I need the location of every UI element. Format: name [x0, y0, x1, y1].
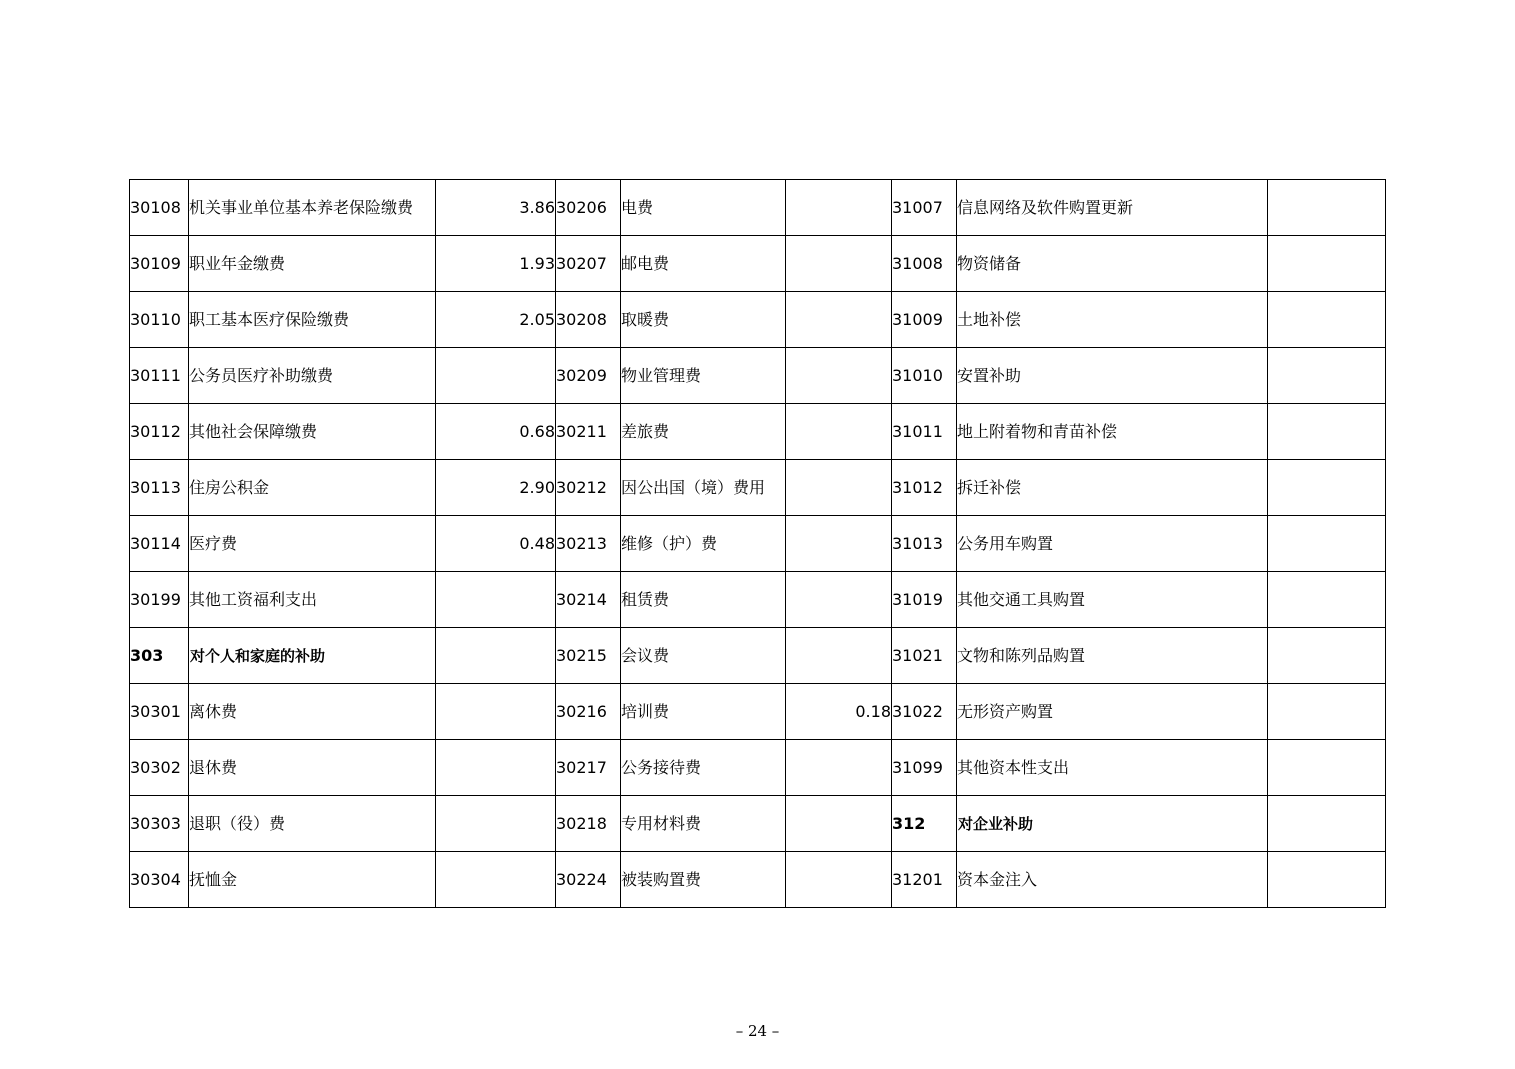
account-code: 30303 — [130, 796, 189, 852]
account-name: 职工基本医疗保险缴费 — [189, 292, 436, 348]
account-code: 31012 — [892, 460, 957, 516]
account-name: 抚恤金 — [189, 852, 436, 908]
account-amount — [1268, 236, 1386, 292]
account-name: 物业管理费 — [621, 348, 786, 404]
account-name: 退职（役）费 — [189, 796, 436, 852]
table-body — [130, 180, 1386, 908]
table-row — [130, 628, 1386, 684]
table-row — [130, 180, 1386, 236]
account-amount — [436, 348, 556, 404]
account-name: 退休费 — [189, 740, 436, 796]
account-amount — [1268, 460, 1386, 516]
account-amount: 1.93 — [436, 236, 556, 292]
account-name: 培训费 — [621, 684, 786, 740]
account-name: 其他工资福利支出 — [189, 572, 436, 628]
account-code: 30216 — [556, 684, 621, 740]
table-row — [130, 740, 1386, 796]
account-code: 30209 — [556, 348, 621, 404]
account-name: 因公出国（境）费用 — [621, 460, 786, 516]
account-amount — [1268, 572, 1386, 628]
account-code: 30214 — [556, 572, 621, 628]
table-row — [130, 516, 1386, 572]
account-amount: 0.18 — [786, 684, 892, 740]
account-amount — [786, 180, 892, 236]
account-amount — [786, 740, 892, 796]
account-amount — [786, 572, 892, 628]
account-name: 对个人和家庭的补助 — [189, 628, 436, 684]
account-code: 312 — [892, 796, 957, 852]
account-amount — [1268, 404, 1386, 460]
account-name: 无形资产购置 — [957, 684, 1268, 740]
account-amount — [786, 628, 892, 684]
account-amount: 3.86 — [436, 180, 556, 236]
account-code: 31019 — [892, 572, 957, 628]
account-code: 31007 — [892, 180, 957, 236]
account-code: 30211 — [556, 404, 621, 460]
account-code: 30108 — [130, 180, 189, 236]
account-amount — [1268, 684, 1386, 740]
account-name: 信息网络及软件购置更新 — [957, 180, 1268, 236]
account-code: 30301 — [130, 684, 189, 740]
account-amount — [786, 796, 892, 852]
account-name: 其他社会保障缴费 — [189, 404, 436, 460]
account-amount — [786, 516, 892, 572]
account-amount — [1268, 516, 1386, 572]
table-row — [130, 348, 1386, 404]
account-amount: 0.68 — [436, 404, 556, 460]
table-row — [130, 684, 1386, 740]
account-name: 其他资本性支出 — [957, 740, 1268, 796]
account-name: 对企业补助 — [957, 796, 1268, 852]
account-code: 31009 — [892, 292, 957, 348]
account-name: 资本金注入 — [957, 852, 1268, 908]
account-code: 30111 — [130, 348, 189, 404]
account-code: 30113 — [130, 460, 189, 516]
account-amount — [436, 572, 556, 628]
account-name: 物资储备 — [957, 236, 1268, 292]
table-row — [130, 852, 1386, 908]
account-amount — [1268, 292, 1386, 348]
account-code: 30206 — [556, 180, 621, 236]
account-code: 30217 — [556, 740, 621, 796]
account-amount — [786, 292, 892, 348]
account-amount — [1268, 180, 1386, 236]
account-code: 30110 — [130, 292, 189, 348]
account-name: 离休费 — [189, 684, 436, 740]
account-code: 31011 — [892, 404, 957, 460]
account-name: 安置补助 — [957, 348, 1268, 404]
account-code: 31013 — [892, 516, 957, 572]
account-amount: 2.90 — [436, 460, 556, 516]
account-code: 30213 — [556, 516, 621, 572]
table-row — [130, 404, 1386, 460]
account-amount — [1268, 740, 1386, 796]
account-code: 30207 — [556, 236, 621, 292]
account-code: 30212 — [556, 460, 621, 516]
table-row — [130, 796, 1386, 852]
account-amount — [1268, 348, 1386, 404]
account-amount — [436, 684, 556, 740]
account-name: 其他交通工具购置 — [957, 572, 1268, 628]
account-amount: 0.48 — [436, 516, 556, 572]
account-name: 公务接待费 — [621, 740, 786, 796]
account-code: 30224 — [556, 852, 621, 908]
account-amount — [786, 852, 892, 908]
account-code: 303 — [130, 628, 189, 684]
account-code: 31099 — [892, 740, 957, 796]
table-row — [130, 236, 1386, 292]
table-row — [130, 572, 1386, 628]
account-code: 31201 — [892, 852, 957, 908]
account-code: 31021 — [892, 628, 957, 684]
account-amount — [786, 404, 892, 460]
account-code: 30199 — [130, 572, 189, 628]
budget-table — [129, 179, 1386, 908]
account-code: 30112 — [130, 404, 189, 460]
account-name: 土地补偿 — [957, 292, 1268, 348]
account-name: 住房公积金 — [189, 460, 436, 516]
account-code: 31008 — [892, 236, 957, 292]
account-name: 邮电费 — [621, 236, 786, 292]
page-number: – 24 – — [735, 1022, 780, 1040]
account-amount — [1268, 796, 1386, 852]
account-name: 差旅费 — [621, 404, 786, 460]
account-code: 30114 — [130, 516, 189, 572]
account-name: 地上附着物和青苗补偿 — [957, 404, 1268, 460]
account-amount — [786, 236, 892, 292]
account-code: 30208 — [556, 292, 621, 348]
account-code: 30109 — [130, 236, 189, 292]
account-amount — [1268, 852, 1386, 908]
account-name: 公务员医疗补助缴费 — [189, 348, 436, 404]
account-code: 31010 — [892, 348, 957, 404]
account-name: 被装购置费 — [621, 852, 786, 908]
account-name: 电费 — [621, 180, 786, 236]
account-amount: 2.05 — [436, 292, 556, 348]
account-name: 文物和陈列品购置 — [957, 628, 1268, 684]
account-name: 会议费 — [621, 628, 786, 684]
account-code: 30215 — [556, 628, 621, 684]
account-code: 30302 — [130, 740, 189, 796]
account-name: 机关事业单位基本养老保险缴费 — [189, 180, 436, 236]
account-amount — [436, 796, 556, 852]
account-code: 31022 — [892, 684, 957, 740]
account-amount — [786, 348, 892, 404]
account-amount — [436, 740, 556, 796]
account-amount — [786, 460, 892, 516]
account-name: 拆迁补偿 — [957, 460, 1268, 516]
table-row — [130, 292, 1386, 348]
account-amount — [436, 628, 556, 684]
account-code: 30218 — [556, 796, 621, 852]
account-name: 取暖费 — [621, 292, 786, 348]
table-row — [130, 460, 1386, 516]
account-name: 租赁费 — [621, 572, 786, 628]
account-name: 医疗费 — [189, 516, 436, 572]
account-amount — [1268, 628, 1386, 684]
account-code: 30304 — [130, 852, 189, 908]
account-name: 专用材料费 — [621, 796, 786, 852]
account-name: 公务用车购置 — [957, 516, 1268, 572]
account-amount — [436, 852, 556, 908]
account-name: 维修（护）费 — [621, 516, 786, 572]
account-name: 职业年金缴费 — [189, 236, 436, 292]
